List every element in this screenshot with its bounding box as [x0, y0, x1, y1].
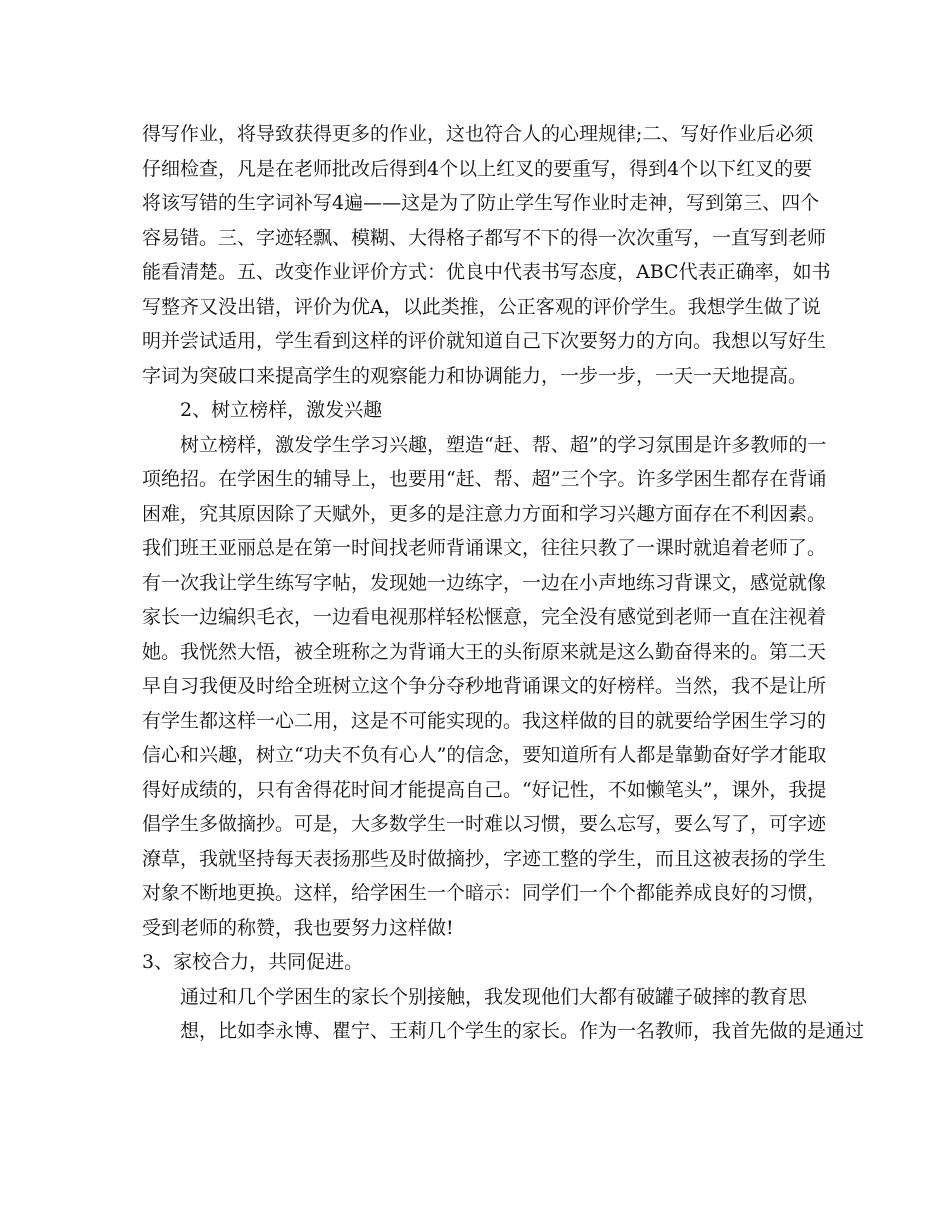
text-line: 信心和兴趣，树立“功夫不负有心人”的信念，要知道所有人都是靠勤奋好学才能取: [142, 744, 827, 766]
text-line: 她。我恍然大悟，被全班称之为背诵大王的头衔原来就是这么勤奋得来的。第二天: [142, 641, 827, 663]
text-line: 3、家校合力，共同促进。: [142, 951, 364, 973]
section-heading: 2、树立榜样，激发兴趣: [180, 399, 383, 421]
text-line: 受到老师的称赞，我也要努力这样做!: [142, 917, 454, 939]
text-line: 有学生都这样一心二用，这是不可能实现的。我这样做的目的就要给学困生学习的: [142, 710, 827, 732]
text-line: 树立榜样，激发学生学习兴趣，塑造“赶、帮、超”的学习氛围是许多教师的一: [180, 434, 827, 456]
text-line: 家长一边编织毛衣，一边看电视那样轻松惬意，完全没有感觉到老师一直在注视着: [142, 606, 827, 628]
text-line: 字词为突破口来提高学生的观察能力和协调能力，一步一步，一天一天地提高。: [142, 365, 808, 387]
text-line: 想，比如李永博、瞿宁、王莉几个学生的家长。作为一名教师，我首先做的是通过: [180, 1020, 865, 1042]
text-line: 有一次我让学生练写字帖，发现她一边练字，一边在小声地练习背课文，感觉就像: [142, 572, 827, 594]
text-line: 对象不断地更换。这样，给学困生一个暗示：同学们一个个都能养成良好的习惯，: [142, 882, 827, 904]
section-heading: 通过和几个学困生的家长个别接触，我发现他们大都有破罐子破摔的教育思: [180, 986, 808, 1008]
text-line: 困难，究其原因除了天赋外，更多的是注意力方面和学习兴趣方面存在不利因素。: [142, 503, 827, 525]
text-line: 我们班王亚丽总是在第一时间找老师背诵课文，往往只教了一课时就追着老师了。: [142, 537, 827, 559]
text-line: 仔细检查，凡是在老师批改后得到4个以上红叉的要重写，得到4个以下红叉的要: [142, 158, 813, 180]
text-line: 将该写错的生字词补写4遍——这是为了防止学生写作业时走神，写到第三、四个: [142, 192, 820, 214]
text-line: 早自习我便及时给全班树立这个争分夺秒地背诵课文的好榜样。当然，我不是让所: [142, 675, 827, 697]
text-line: 潦草，我就坚持每天表扬那些及时做摘抄，字迹工整的学生，而且这被表扬的学生: [142, 848, 827, 870]
text-line: 得写作业，将导致获得更多的作业，这也符合人的心理规律;二、写好作业后必须: [142, 123, 814, 145]
text-line: 明并尝试适用，学生看到这样的评价就知道自己下次要努力的方向。我想以写好生: [142, 330, 827, 352]
text-line: 能看清楚。五、改变作业评价方式：优良中代表书写态度，ABC代表正确率，如书: [142, 261, 831, 283]
text-line: 写整齐又没出错，评价为优A，以此类推，公正客观的评价学生。我想学生做了说: [142, 296, 821, 318]
text-line: 得好成绩的，只有舍得花时间才能提高自己。“好记性，不如懒笔头”，课外，我提: [142, 779, 827, 801]
text-line: 容易错。三、字迹轻飘、模糊、大得格子都写不下的得一次次重写，一直写到老师: [142, 227, 827, 249]
text-line: 项绝招。在学困生的辅导上，也要用“赶、帮、超”三个字。许多学困生都存在背诵: [142, 468, 827, 490]
text-line: 倡学生多做摘抄。可是，大多数学生一时难以习惯，要么忘写，要么写了，可字迹: [142, 813, 827, 835]
